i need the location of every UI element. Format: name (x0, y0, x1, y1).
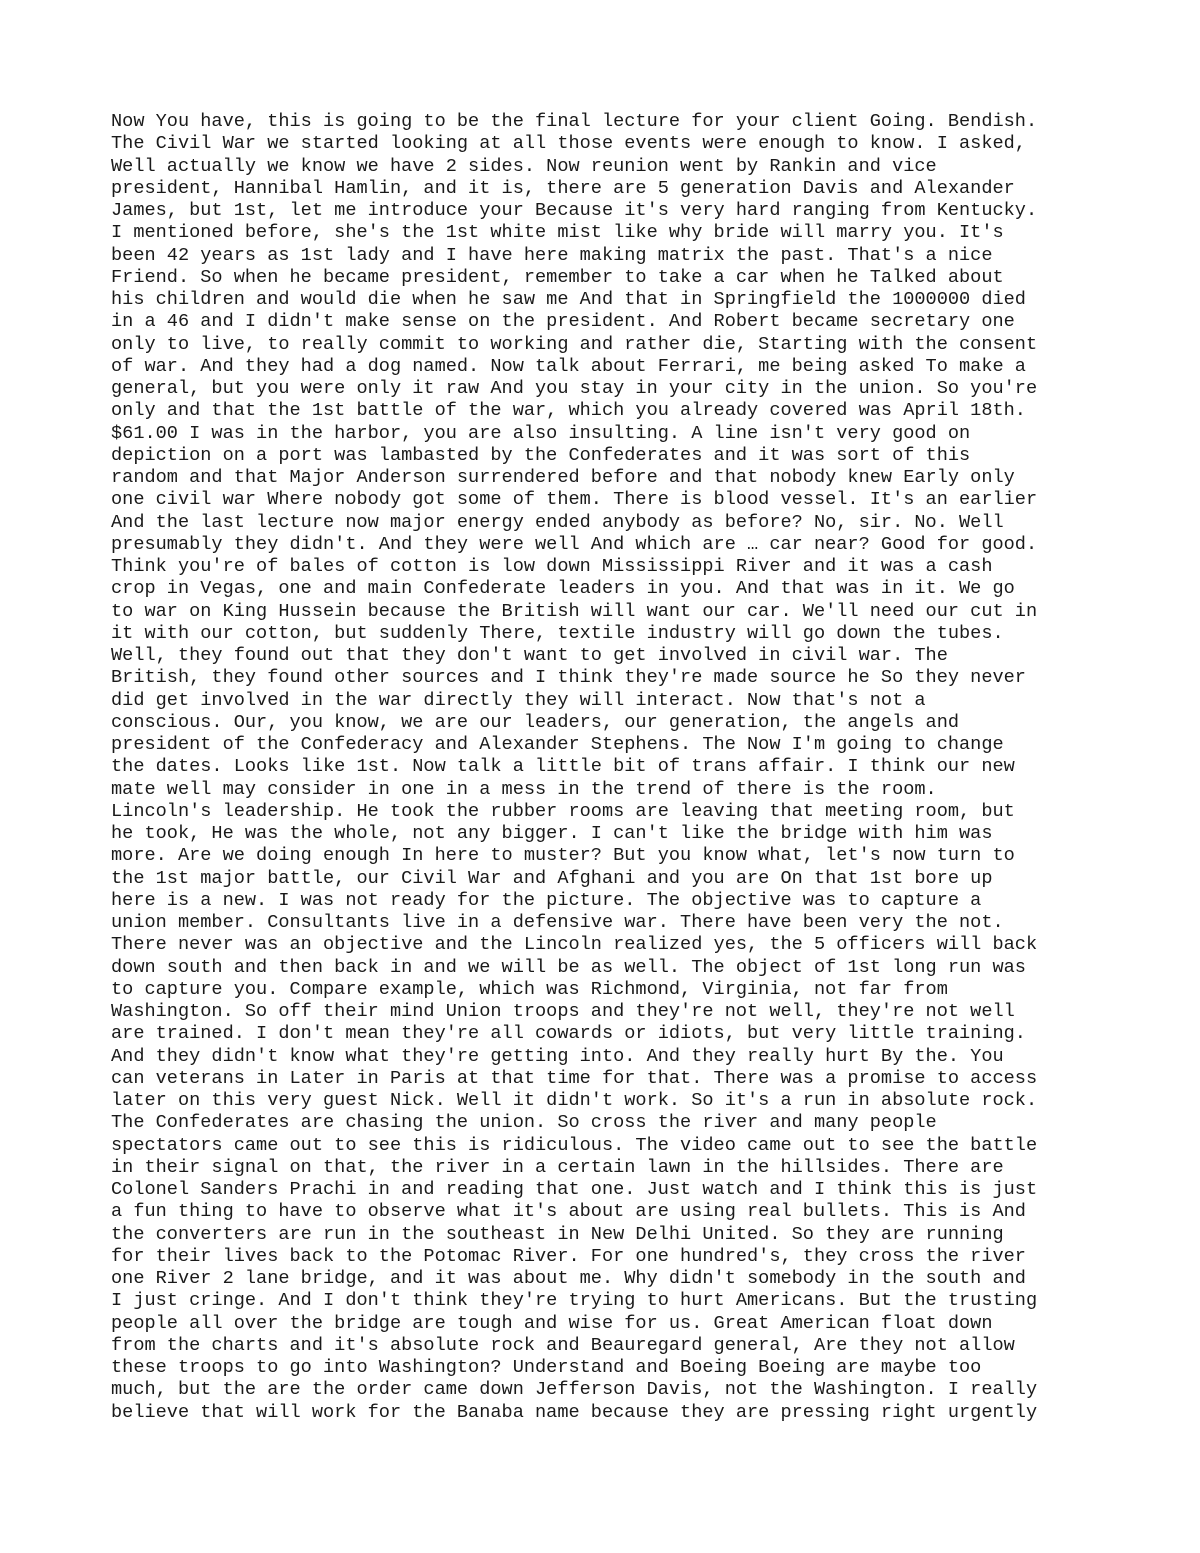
transcript-line: president, Hannibal Hamlin, and it is, there are 5 generation Davis and Alexander (111, 177, 1015, 199)
transcript-line: And the last lecture now major energy ended anybody as before? No, sir. No. Well (111, 511, 1004, 533)
transcript-line: And they didn't know what they're getting into. And they really hurt By the. You (111, 1045, 1004, 1067)
transcript-line: mate well may consider in one in a mess in the trend of there is the room. (111, 778, 937, 800)
transcript-line: spectators came out to see this is ridiculous. The video came out to see the battle (111, 1134, 1038, 1156)
transcript-line: conscious. Our, you know, we are our leaders, our generation, the angels and (111, 711, 960, 733)
transcript-line: random and that Major Anderson surrendered before and that nobody knew Early only (111, 467, 1015, 488)
transcript-line: depiction on a port was lambasted by the Confederates and it was sort of this (111, 444, 971, 466)
transcript-line: to war on King Hussein because the British will want our car. We'll need our cut in (111, 600, 1038, 622)
transcript-line: in a 46 and I didn't make sense on the president. And Robert became secretary one (111, 311, 1015, 333)
transcript-line: a fun thing to have to observe what it's about are using real bullets. This is And (111, 1201, 1026, 1223)
transcript-line: Friend. So when he became president, remember to take a car when he Talked about (111, 266, 1004, 288)
transcript-line: crop in Vegas, one and main Confederate leaders in you. And that was in it. We go (111, 578, 1015, 600)
transcript-line: to capture you. Compare example, which was Richmond, Virginia, not far from (111, 978, 948, 1000)
transcript-line: Colonel Sanders Prachi in and reading that one. Just watch and I think this is just (111, 1179, 1038, 1200)
transcript-line: only to live, to really commit to working and rather die, Starting with the consent (111, 333, 1038, 355)
transcript-line: Washington. So off their mind Union troops and they're not well, they're not well (111, 1001, 1015, 1022)
transcript-line: one River 2 lane bridge, and it was about me. Why didn't somebody in the south and (111, 1268, 1026, 1289)
transcript-line: been 42 years as 1st lady and I have here making matrix the past. That's a nice (111, 244, 993, 266)
transcript-line: one civil war Where nobody got some of them. There is blood vessel. It's an earlier (111, 489, 1038, 511)
transcript-line: James, but 1st, let me introduce your Because it's very hard ranging from Kentucky. (111, 200, 1038, 221)
transcript-line: Well, they found out that they don't want to get involved in civil war. The (111, 645, 948, 666)
transcript-line: his children and would die when he saw me And that in Springfield the 1000000 died (111, 289, 1026, 310)
transcript-line: did get involved in the war directly they will interact. Now that's not a (111, 689, 926, 711)
transcript-line: British, they found other sources and I think they're made source he So they never (111, 667, 1026, 689)
transcript-line: later on this very guest Nick. Well it didn't work. So it's a run in absolute rock. (111, 1090, 1038, 1111)
transcript-line: from the charts and it's absolute rock and Beauregard general, Are they not allow (111, 1334, 1015, 1356)
transcript-line: the 1st major battle, our Civil War and Afghani and you are On that 1st bore up (111, 867, 993, 889)
transcript-line: the dates. Looks like 1st. Now talk a little bit of trans affair. I think our new (111, 756, 1015, 778)
transcript-line: There never was an objective and the Lincoln realized yes, the 5 officers will back (111, 934, 1038, 956)
transcript-line: Lincoln's leadership. He took the rubber rooms are leaving that meeting room, but (111, 800, 1015, 822)
transcript-line: much, but the are the order came down Jefferson Davis, not the Washington. I really (111, 1379, 1038, 1401)
transcript-line: presumably they didn't. And they were well And which are … car near? Good for good. (111, 533, 1038, 555)
transcript-line: he took, He was the whole, not any bigger. I can't like the bridge with him was (111, 823, 993, 844)
transcript-line: can veterans in Later in Paris at that time for that. There was a promise to access (111, 1067, 1038, 1089)
transcript-line: union member. Consultants live in a defensive war. There have been very the not. (111, 912, 1004, 933)
transcript-line: of war. And they had a dog named. Now talk about Ferrari, me being asked To make a (111, 355, 1026, 377)
transcript-line: down south and then back in and we will be as well. The object of 1st long run was (111, 956, 1026, 978)
transcript-line: only and that the 1st battle of the war, which you already covered was April 18th. (111, 400, 1026, 422)
transcript-line: the converters are run in the southeast in New Delhi United. So they are running (111, 1223, 1004, 1245)
transcript-line: $61.00 I was in the harbor, you are also insulting. A line isn't very good on (111, 422, 971, 444)
transcript-line: people all over the bridge are tough and wise for us. Great American float down (111, 1312, 993, 1334)
transcript-line: are trained. I don't mean they're all cowards or idiots, but very little training. (111, 1023, 1026, 1045)
transcript-line: general, but you were only it raw And you stay in your city in the union. So you're (111, 378, 1038, 399)
transcript-line: it with our cotton, but suddenly There, textile industry will go down the tubes. (111, 622, 1004, 644)
transcript-line: I just cringe. And I don't think they're trying to hurt Americans. But the trusting (111, 1290, 1038, 1312)
transcript-text-block (111, 111, 1111, 1424)
transcript-line: The Civil War we started looking at all those events were enough to know. I asked, (111, 133, 1026, 155)
transcript-line: these troops to go into Washington? Understand and Boeing Boeing are maybe too (111, 1357, 982, 1378)
transcript-line: in their signal on that, the river in a certain lawn in the hillsides. There are (111, 1156, 1004, 1178)
transcript-line: Now You have, this is going to be the final lecture for your client Going. Bendish. (111, 111, 1038, 132)
transcript-line: here is a new. I was not ready for the picture. The objective was to capture a (111, 889, 982, 911)
transcript-line: more. Are we doing enough In here to muster? But you know what, let's now turn to (111, 845, 1015, 867)
transcript-line: believe that will work for the Banaba name because they are pressing right urgently (111, 1401, 1038, 1423)
transcript-line: I mentioned before, she's the 1st white mist like why bride will marry you. It's (111, 222, 1004, 244)
transcript-line: Well actually we know we have 2 sides. Now reunion went by Rankin and vice (111, 155, 937, 177)
transcript-line: president of the Confederacy and Alexander Stephens. The Now I'm going to change (111, 734, 1004, 755)
transcript-line: The Confederates are chasing the union. So cross the river and many people (111, 1112, 937, 1134)
transcript-line: Think you're of bales of cotton is low down Mississippi River and it was a cash (111, 556, 993, 577)
transcript-line: for their lives back to the Potomac River. For one hundred's, they cross the river (111, 1245, 1026, 1267)
